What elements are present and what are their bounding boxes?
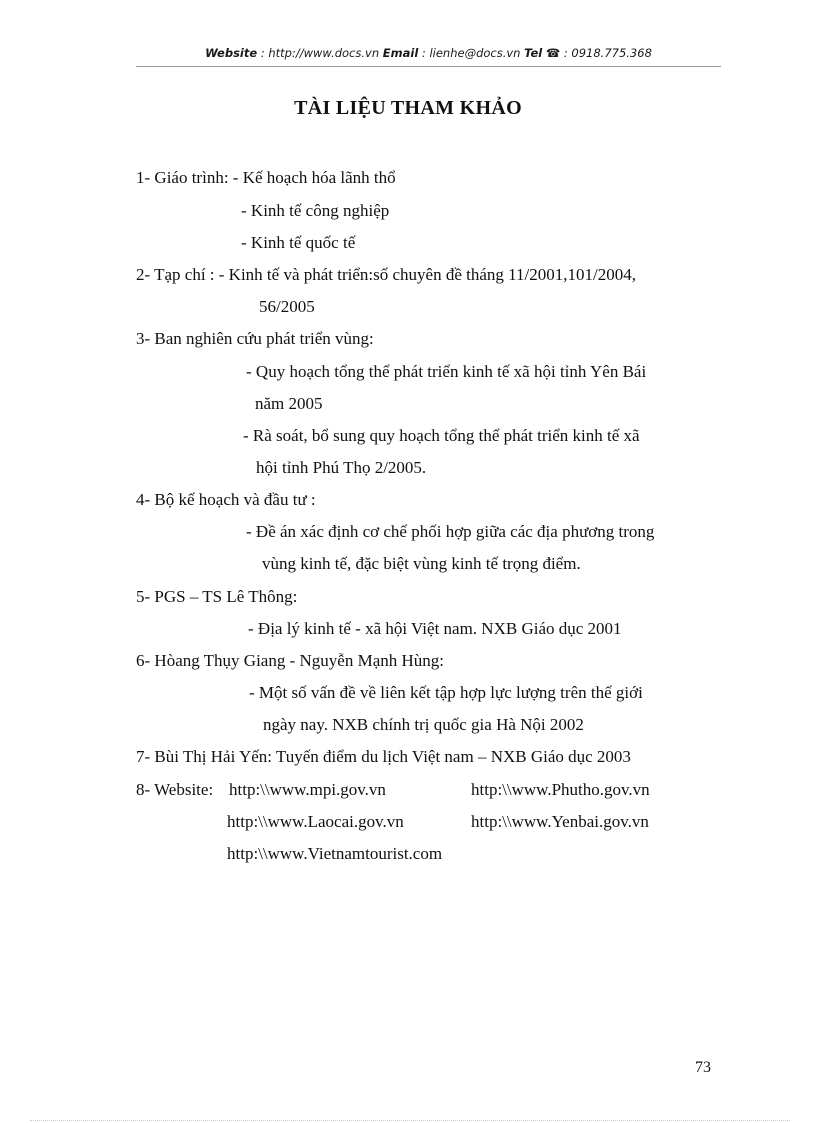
ref-3-line-5: hội tỉnh Phú Thọ 2/2005. <box>256 458 427 477</box>
tel-label: Tel <box>524 46 543 60</box>
email-value: : lienhe@docs.vn <box>418 46 525 60</box>
email-label: Email <box>382 46 419 60</box>
tel-value: : 0918.775.368 <box>560 46 652 60</box>
ref-8-url-phutho: http:\\www.Phutho.gov.vn <box>471 780 650 799</box>
ref-2-line-2: 56/2005 <box>259 297 315 316</box>
ref-6-line-3: ngày nay. NXB chính trị quốc gia Hà Nội 2002 <box>263 715 584 734</box>
ref-3-line-4: - Rà soát, bổ sung quy hoạch tổng thể phát triển kinh tế xã <box>243 426 640 445</box>
ref-5-line-1: 5- PGS – TS Lê Thông: <box>136 587 298 606</box>
ref-8-url-vietnamtourist: http:\\www.Vietnamtourist.com <box>227 844 443 863</box>
ref-1-line-3: - Kinh tế quốc tế <box>241 233 356 252</box>
header-divider <box>136 66 721 67</box>
page-number: 73 <box>695 1059 711 1076</box>
phone-icon: ☎ <box>545 46 561 60</box>
ref-4-line-2: - Đề án xác định cơ chế phối hợp giữa các địa phương trong <box>246 522 655 541</box>
ref-4-line-3: vùng kinh tế, đặc biệt vùng kinh tế trọng điểm. <box>262 554 581 573</box>
ref-8-label: 8- Website: <box>136 780 214 799</box>
ref-1-line-1: 1- Giáo trình: - Kế hoạch hóa lãnh thổ <box>136 168 396 187</box>
ref-7-line-1: 7- Bùi Thị Hải Yến: Tuyến điểm du lịch Việt nam – NXB Giáo dục 2003 <box>136 747 631 766</box>
ref-8-url-mpi: http:\\www.mpi.gov.vn <box>229 780 386 799</box>
footer-divider <box>30 1120 790 1121</box>
website-value: : http://www.docs.vn <box>257 46 383 60</box>
ref-8-url-yenbai: http:\\www.Yenbai.gov.vn <box>471 812 649 831</box>
ref-5-line-2: - Địa lý kinh tế - xã hội Việt nam. NXB Giáo dục 2001 <box>248 619 622 638</box>
website-label: Website <box>205 46 258 60</box>
page-title: TÀI LIỆU THAM KHẢO <box>294 97 522 119</box>
ref-6-line-1: 6- Hòang Thụy Giang - Nguyễn Mạnh Hùng: <box>136 651 445 670</box>
ref-4-line-1: 4- Bộ kế hoạch và đầu tư : <box>136 490 316 509</box>
ref-2-line-1: 2- Tạp chí : - Kinh tế và phát triển:số chuyên đề tháng 11/2001,101/2004, <box>136 265 636 284</box>
ref-3-line-1: 3- Ban nghiên cứu phát triển vùng: <box>136 329 374 348</box>
page-header <box>136 46 721 66</box>
ref-6-line-2: - Một số vấn đề về liên kết tập hợp lực lượng trên thế giới <box>249 683 643 702</box>
ref-8-url-laocai: http:\\www.Laocai.gov.vn <box>227 812 404 831</box>
ref-1-line-2: - Kinh tế công nghiệp <box>241 201 390 220</box>
ref-3-line-3: năm 2005 <box>255 394 323 413</box>
ref-3-line-2: - Quy hoạch tổng thể phát triển kinh tế xã hội tỉnh Yên Bái <box>246 362 647 381</box>
